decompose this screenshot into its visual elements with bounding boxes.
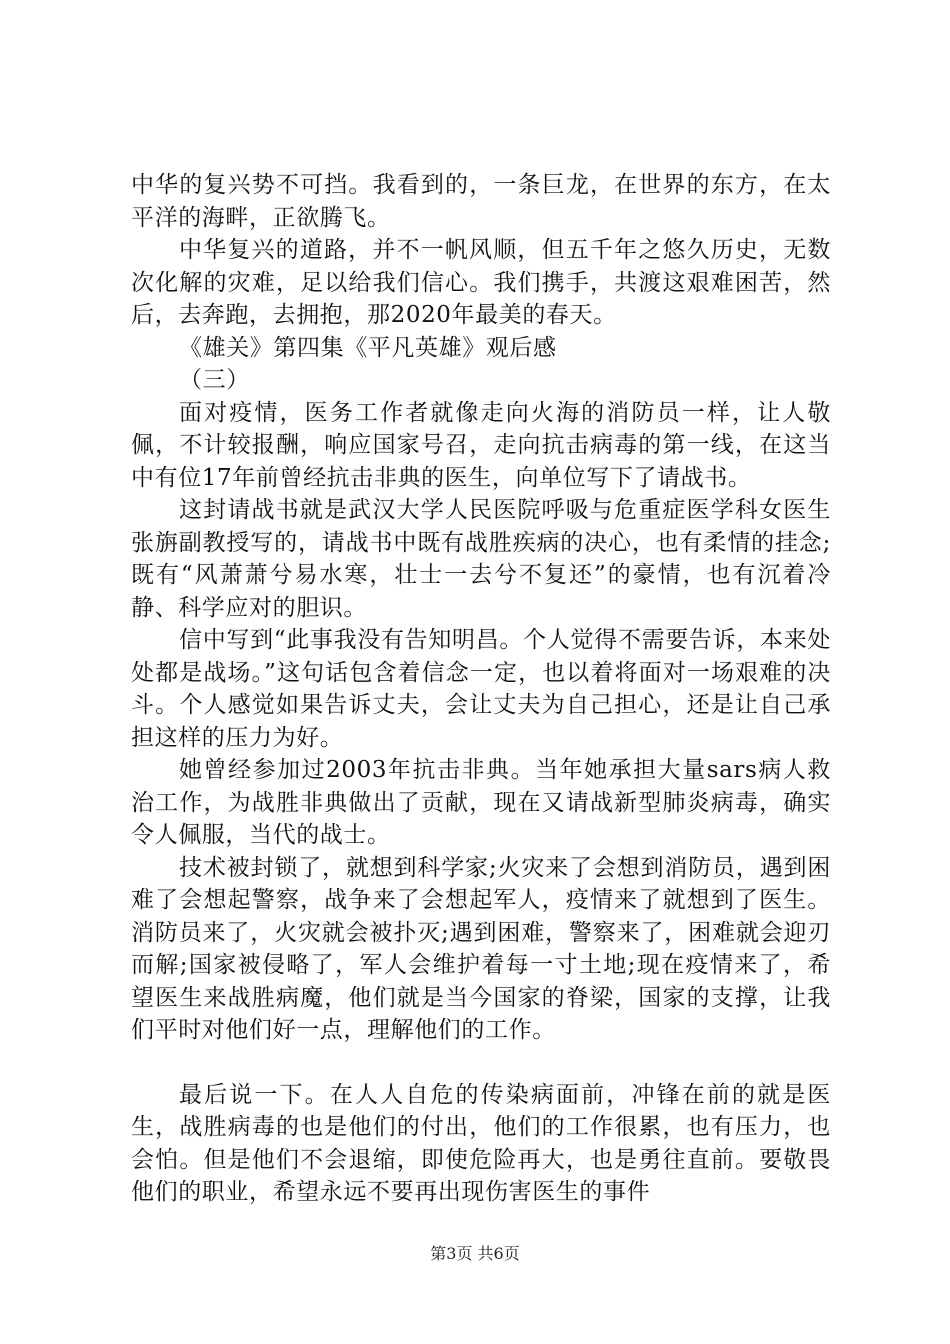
paragraph-1: 中华的复兴势不可挡。我看到的，一条巨龙，在世界的东方，在太平洋的海畔，正欲腾飞。	[131, 172, 831, 231]
paragraph-gap	[131, 1047, 831, 1079]
paragraph-5: 信中写到“此事我没有告知明昌。个人觉得不需要告诉，本来处处都是战场。”这句话包含着信念一定，也以着将面对一场艰难的决斗。个人感觉如果告诉丈夫，会让丈夫为自己担心，还是让自己承担这样的压力为好。	[131, 627, 831, 751]
paragraph-3: 面对疫情，医务工作者就像走向火海的消防员一样，让人敬佩，不计较报酬，响应国家号召，走向抗击病毒的第一线，在这当中有位17年前曾经抗击非典的医生，向单位写下了请战书。	[131, 399, 831, 491]
section-title: 《雄关》第四集《平凡英雄》观后感	[179, 334, 557, 361]
paragraph-4: 这封请战书就是武汉大学人民医院呼吸与危重症医学科女医生张旃副教授写的，请战书中既有战胜疾病的决心，也有柔情的挂念;既有“风萧萧兮易水寒，壮士一去兮不复还”的豪情，也有沉着冷静、科学应对的胆识。	[131, 497, 831, 621]
paragraph-8: 最后说一下。在人人自危的传染病面前，冲锋在前的就是医生，战胜病毒的也是他们的付出，他们的工作很累，也有压力，也会怕。但是他们不会退缩，即使危险再大，也是勇往直前。要敬畏他们的职业，希望永远不要再出现伤害医生的事件	[131, 1081, 831, 1205]
paragraph-7: 技术被封锁了，就想到科学家;火灾来了会想到消防员，遇到困难了会想起警察，战争来了会想起军人，疫情来了就想到了医生。消防员来了，火灾就会被扑灭;遇到困难，警察来了，困难就会迎刃而解;国家被侵略了，军人会维护着每一寸土地;现在疫情来了，希望医生来战胜病魔，他们就是当今国家的脊梁，国家的支撑，让我们平时对他们好一点，理解他们的工作。	[131, 854, 831, 1043]
section-number: （三）	[179, 367, 250, 393]
paragraph-6: 她曾经参加过2003年抗击非典。当年她承担大量sars病人救治工作，为战胜非典做出了贡献，现在又请战新型肺炎病毒，确实令人佩服，当代的战士。	[131, 757, 831, 848]
page-footer: 第3页 共6页	[430, 1244, 520, 1263]
document-body	[131, 169, 831, 1209]
paragraph-2: 中华复兴的道路，并不一帆风顺，但五千年之悠久历史，无数次化解的灾难，足以给我们信心。我们携手，共渡这艰难困苦，然后，去奔跑，去拥抱，那2020年最美的春天。	[131, 237, 831, 328]
